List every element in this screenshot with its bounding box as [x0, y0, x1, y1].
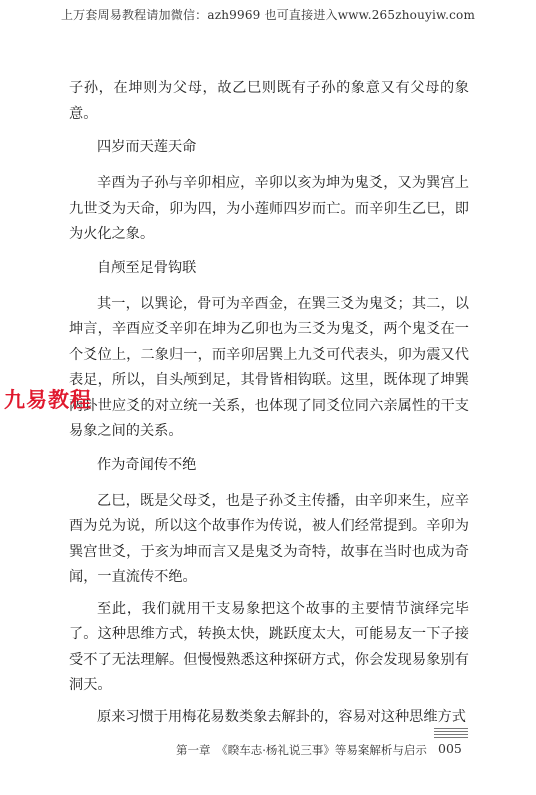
section-3-paragraph-3: 原来习惯于用梅花易数类象去解卦的，容易对这种思维方式 — [97, 708, 466, 725]
running-footer: 第一章 《睽车志·杨礼说三事》等易案解析与启示 — [176, 743, 427, 757]
intro-paragraph: 子孙，在坤则为父母，故乙巳则既有子孙的象意又有父母的象意。 — [69, 80, 469, 122]
section-1-paragraph: 辛酉为子孙与辛卯相应，辛卯以亥为坤为鬼爻，又为巽宫上九世爻为天命，卯为四，为小莲师四岁而亡。而辛卯生乙巳，即为火化之象。 — [69, 175, 469, 242]
page-number-ornament — [434, 728, 468, 740]
section-heading-3: 作为奇闻传不绝 — [97, 456, 197, 473]
section-3-paragraph-2: 至此，我们就用干支易象把这个故事的主要情节演绎完毕了。这种思维方式，转换太快，跳跃度太大，可能易友一下子接受不了无法理解。但慢慢熟悉这种探研方式，你会发现易象别有洞天。 — [69, 600, 469, 693]
top-banner: 上万套周易教程请加微信：azh9969 也可直接进入www.265zhouyiw.com — [60, 8, 476, 22]
section-heading-1: 四岁而天莲天命 — [97, 139, 197, 155]
page-number: 005 — [438, 741, 462, 756]
section-heading-2: 自颅至足骨钩联 — [97, 259, 197, 276]
page-body — [69, 76, 469, 736]
section-2-paragraph: 其一，以巽论，骨可为辛酉金，在巽三爻为鬼爻；其二，以坤言，辛酉应爻辛卯在坤为乙卯也为三爻为鬼爻，两个鬼爻在一个爻位上，二象归一，而辛卯居巽上九爻可代表头，卯为震又代表足，所以，自头颅到足，其骨皆相钩联。这里，既体现了坤巽两卦世应爻的对立统一关系，也体现了同爻位同六亲属性的干支易象之间的关系。 — [69, 295, 469, 439]
section-3-paragraph-1: 乙巳，既是父母爻，也是子孙爻主传播，由辛卯来生，应辛酉为兑为说，所以这个故事作为传说，被人们经常提到。辛卯为巽宫世爻，于亥为坤而言又是鬼爻为奇特，故事在当时也成为奇闻，一直流传不绝。 — [69, 492, 469, 585]
watermark-logo: 九易教程 — [4, 388, 92, 412]
